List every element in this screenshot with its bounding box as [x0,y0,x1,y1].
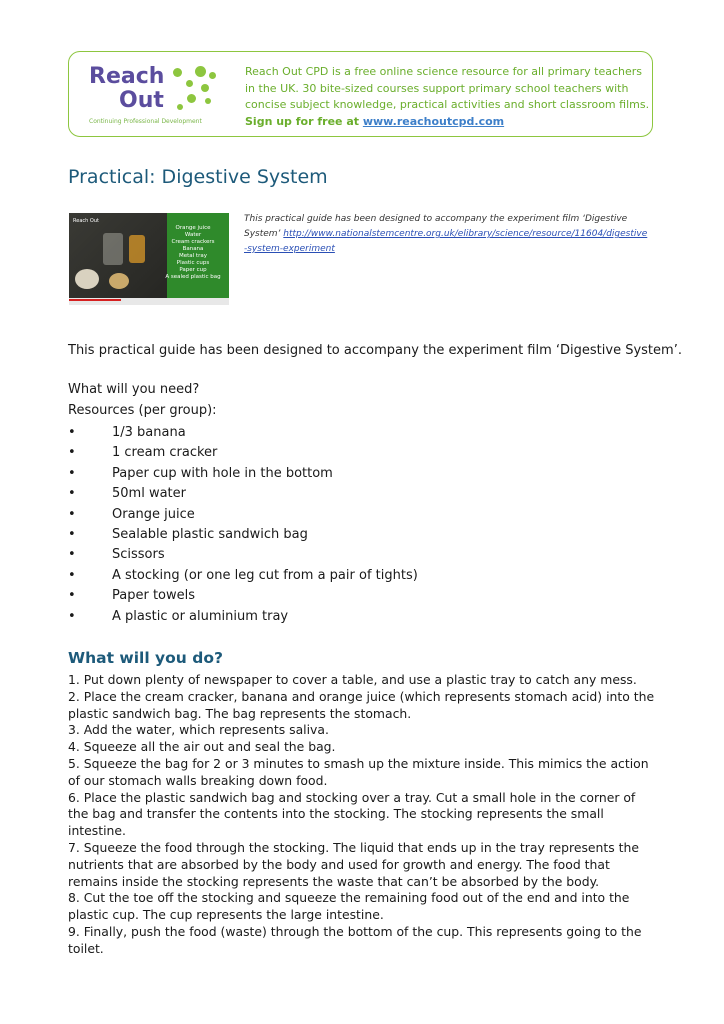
need-heading: What will you need? [68,382,200,397]
step-item: 9. Finally, push the food (waste) through the bottom of the cup. This represents going to the toilet. [68,923,642,956]
steps-list [68,672,656,958]
step-item: 7. Squeeze the food through the stocking. The liquid that ends up in the tray represents the nutrients that are absorbed by the body and used for growth and energy. The food that remains inside the stocking represents the waste that can’t be absorbed by the body. [68,839,639,889]
intro-italic [244,212,649,257]
bullet-icon: • [68,588,76,604]
reach-out-logo [87,62,237,130]
video-list-item: Cream crackers [171,239,215,245]
list-item-text: A plastic or aluminium tray [112,608,289,624]
bullet-icon: • [68,608,76,624]
logo-dot-icon [209,72,216,79]
glass-image [103,233,123,265]
logo-dot-icon [187,94,196,103]
logo-dot-icon [205,98,211,104]
list-item-text: 1/3 banana [112,425,186,440]
list-item-text: Scissors [112,547,165,563]
logo-dot-icon [186,80,193,87]
step-item: 6. Place the plastic sandwich bag and stocking over a tray. Cut a small hole in the corner of the bag and transfer the contents into the stocking. The stocking represents the small intestine. [68,789,636,839]
logo-word-out: Out [119,88,164,113]
banner-description [245,64,650,130]
step-item: 5. Squeeze the bag for 2 or 3 minutes to smash up the mixture inside. This mimics the action of our stomach walls breaking down food. [68,755,649,788]
banner-line: Reach Out CPD is a free online science resource for all primary teachers [245,65,642,78]
logo-tagline: Continuing Professional Development [89,118,202,125]
video-list-item: Banana [182,246,204,252]
list-item-text: Paper towels [112,588,196,604]
bullet-icon: • [68,526,76,542]
bullet-icon: • [68,465,76,481]
signup-label: Sign up for free at [245,114,360,128]
bullet-icon: • [68,567,76,583]
video-list-item: Metal tray [179,253,207,259]
header-banner [68,51,653,137]
bullet-icon: • [68,445,76,461]
bullet-icon: • [68,547,76,563]
video-item-list [161,225,225,281]
step-item: 4. Squeeze all the air out and seal the bag. [68,739,336,755]
logo-dot-icon [173,68,182,77]
film-link[interactable]: http://www.nationalstemcentre.org.uk/elibrary/science/resource/11604/digestive-system-experiment [244,229,648,254]
logo-dot-icon [177,104,183,110]
resources-heading: Resources (per group): [68,403,217,418]
page-title: Practical: Digestive System [68,166,328,188]
list-item-text: 1 cream cracker [112,445,218,461]
video-list-item: Water [184,232,202,238]
list-item-text: Sealable plastic sandwich bag [112,526,308,542]
bowl-image [75,269,99,289]
video-thumbnail[interactable] [69,213,229,305]
intro-paragraph: This practical guide has been designed to accompany the experiment film ‘Digestive System’. [68,343,682,358]
banner-line: concise subject knowledge, practical activities and short classroom films. [245,98,650,111]
step-item: 3. Add the water, which represents saliva. [68,722,329,738]
bullet-icon: • [68,425,76,440]
bullet-icon: • [68,486,76,502]
video-progress-bar[interactable] [69,299,121,301]
video-list-item: Plastic cups [176,260,210,266]
video-logo: Reach Out [73,218,99,224]
list-item-text: A stocking (or one leg cut from a pair of tights) [112,567,418,583]
do-heading: What will you do? [68,649,223,667]
logo-word-reach: Reach [89,64,165,89]
signup-link[interactable]: www.reachoutcpd.com [362,114,505,128]
video-list-item: Orange juice [175,225,211,231]
video-list-item: A sealed plastic bag [165,274,221,280]
video-list-item: Paper cup [179,267,207,273]
banner-line: in the UK. 30 bite-sized courses support primary school teachers with [245,81,629,95]
logo-dot-icon [201,84,209,92]
list-item-text: Orange juice [112,506,195,522]
list-item-text: 50ml water [112,486,186,502]
signup-line [245,114,650,131]
step-item: 1. Put down plenty of newspaper to cover a table, and use a plastic tray to catch any mess. [68,672,637,687]
step-item: 2. Place the cream cracker, banana and orange juice (which represents stomach acid) into the plastic sandwich bag. The bag represents the stomach. [68,688,655,721]
list-item-text: Paper cup with hole in the bottom [112,465,333,481]
juice-glass-image [129,235,145,263]
step-item: 8. Cut the toe off the stocking and squeeze the remaining food out of the end and into the plastic cup. The cup represents the large intestine. [68,890,630,923]
bullet-icon: • [68,506,76,522]
intro-italic-text: This practical guide has been designed to accompany the experiment film ‘Digestive System’ [244,214,628,239]
logo-dot-icon [195,66,206,77]
cracker-bowl-image [109,273,129,289]
